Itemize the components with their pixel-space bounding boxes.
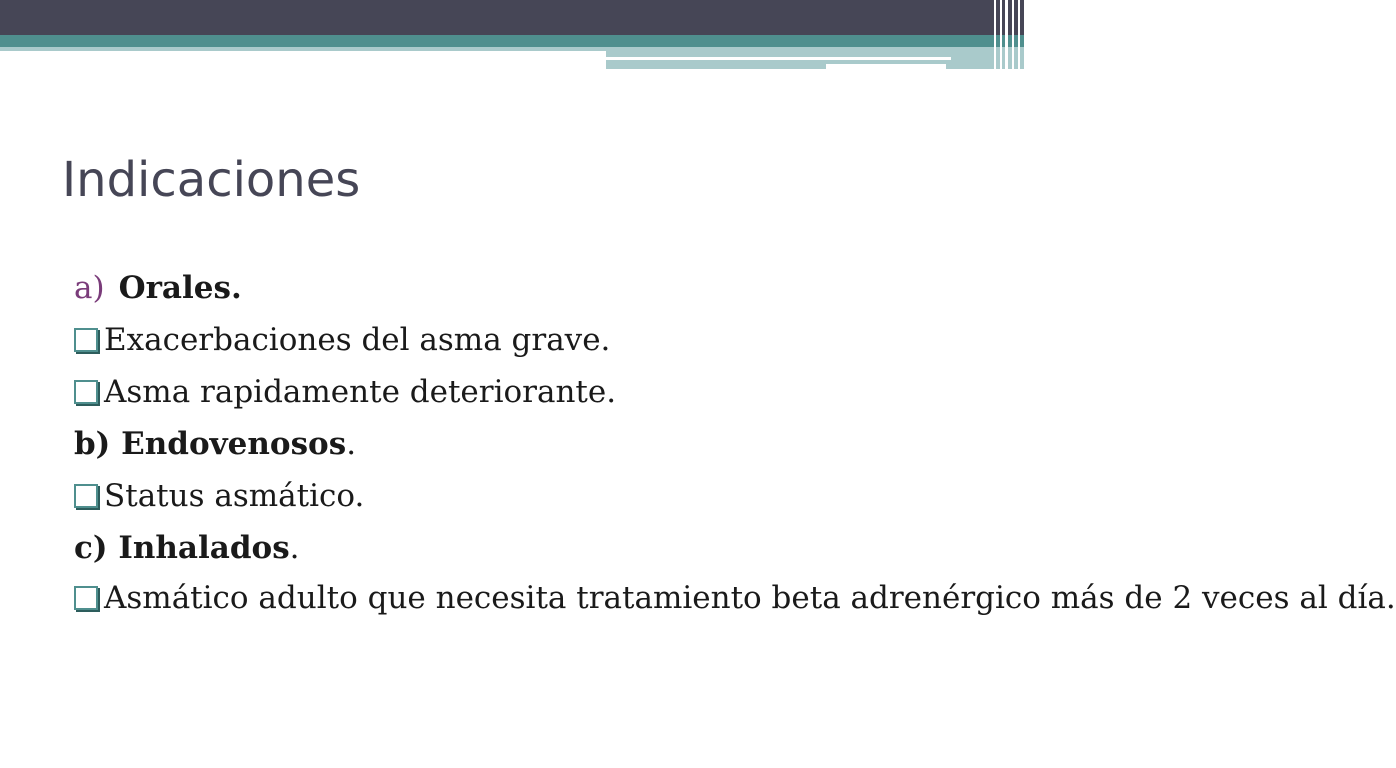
- list-item: [74, 470, 974, 522]
- header-banner-accent-line: [606, 57, 951, 60]
- list-item: [74, 574, 1396, 622]
- item-suffix: .: [346, 426, 357, 462]
- item-heading: b) Endovenosos: [74, 426, 347, 462]
- slide-content: [74, 262, 1396, 622]
- item-heading: Orales.: [118, 270, 242, 306]
- header-stripes: [990, 0, 1024, 70]
- item-text: Asma rapidamente deteriorante.: [104, 374, 617, 410]
- slide-title: Indicaciones: [62, 152, 361, 208]
- list-item: [74, 522, 974, 574]
- list-item: [74, 314, 974, 366]
- list-item: [74, 366, 974, 418]
- item-text: Asmático adulto que necesita tratamiento beta adrenérgico más de 2 veces al día.: [104, 580, 1396, 616]
- header-banner-teal: [0, 35, 1024, 47]
- header-banner-accent: [606, 51, 1024, 69]
- checkbox-square-icon: [74, 586, 98, 610]
- header-banner-dark: [0, 0, 1024, 35]
- list-marker: a): [74, 270, 105, 306]
- header-banner-accent-line: [826, 64, 946, 69]
- item-text: Status asmático.: [104, 478, 365, 514]
- checkbox-square-icon: [74, 380, 98, 404]
- list-item: [74, 262, 974, 314]
- checkbox-square-icon: [74, 328, 98, 352]
- item-heading: c) Inhalados: [74, 530, 290, 566]
- checkbox-square-icon: [74, 484, 98, 508]
- item-suffix: .: [289, 530, 300, 566]
- list-item: [74, 418, 974, 470]
- item-text: Exacerbaciones del asma grave.: [104, 322, 611, 358]
